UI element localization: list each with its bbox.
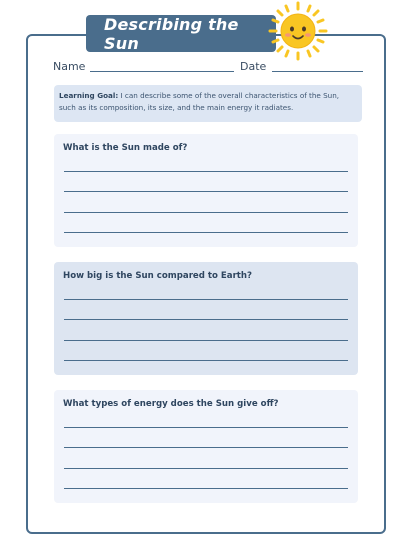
answer-line[interactable] [64, 488, 348, 489]
learning-goal-text: I can describe some of the overall characteristics of the Sun, such as its composition, its size, and the main energy it radiates. [59, 91, 340, 112]
title-banner [86, 15, 276, 52]
date-label: Date [240, 60, 267, 73]
worksheet-title: Describing the Sun [104, 14, 239, 53]
answer-line[interactable] [64, 447, 348, 448]
smiling-sun-icon [262, 0, 328, 62]
answer-line[interactable] [64, 360, 348, 361]
question-text: How big is the Sun compared to Earth? [63, 271, 253, 281]
learning-goal-label: Learning Goal: [59, 91, 119, 100]
name-label: Name [53, 60, 86, 73]
answer-line[interactable] [64, 319, 348, 320]
answer-line[interactable] [64, 191, 348, 192]
question-box [54, 262, 358, 375]
question-text: What is the Sun made of? [63, 143, 188, 153]
question-box [54, 390, 358, 503]
answer-line[interactable] [64, 299, 348, 300]
learning-goal-box [54, 85, 362, 122]
answer-line[interactable] [64, 340, 348, 341]
date-field[interactable] [272, 71, 363, 72]
answer-line[interactable] [64, 232, 348, 233]
name-date-row [53, 60, 365, 76]
question-box [54, 134, 358, 247]
answer-line[interactable] [64, 427, 348, 428]
name-field[interactable] [90, 71, 234, 72]
answer-line[interactable] [64, 468, 348, 469]
answer-line[interactable] [64, 212, 348, 213]
question-text: What types of energy does the Sun give off? [63, 399, 279, 409]
answer-line[interactable] [64, 171, 348, 172]
